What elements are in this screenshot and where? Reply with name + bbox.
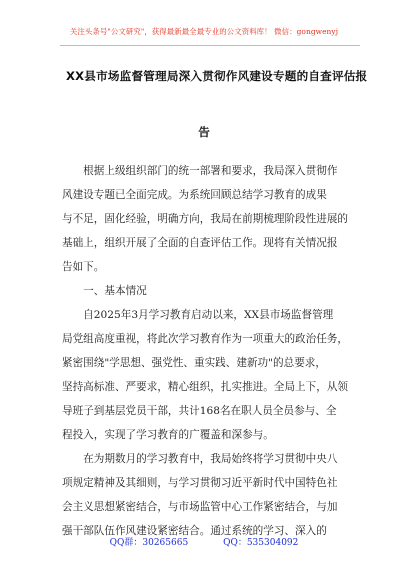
footer-contact	[0, 535, 408, 548]
header-banner: 关注头条号"公文研究"，获得最新最全最专业的公文资料库！ 微信：gongwenyj	[69, 27, 339, 36]
body-line: 项规定精神及其细则，与学习贯彻习近平新时代中国特色社	[62, 477, 338, 489]
body-line: 紧密围绕"学思想、强党性、重实践、建新功"的总要求，	[62, 357, 326, 369]
body-line: 会主义思想紧密结合，与市场监管中心工作紧密结合，与加	[62, 501, 338, 513]
footer-qq: QQ：535304092	[223, 538, 299, 548]
footer-qq-group: QQ群：30265665	[109, 538, 189, 548]
body-line: 自2025年3月学习教育启动以来，XX县市场监督管理	[62, 309, 334, 321]
body-line: 导班子到基层党员干部，共计168名在职人员全员参与、全	[62, 405, 337, 417]
body-line: 程投入，实现了学习教育的广覆盖和深参与。	[62, 429, 274, 441]
body-line: 与不足，固化经验，明确方向，我局在前期梳理阶段性进展的	[62, 213, 349, 225]
body-line: 强干部队伍作风建设紧密结合。通过系统的学习、深入的	[62, 525, 327, 537]
body-line: 局党组高度重视，将此次学习教育作为一项重大的政治任务，	[62, 333, 349, 345]
document-title-continuation: 告	[198, 125, 210, 139]
body-line: 风建设专题已全面完成。为系统回顾总结学习教育的成果	[62, 189, 327, 201]
body-line: 告如下。	[62, 261, 105, 273]
section-heading: 一、基本情况	[62, 285, 147, 297]
header-divider	[60, 45, 360, 46]
body-line: 坚持高标准、严要求，精心组织，扎实推进。全局上下，从领	[62, 381, 349, 393]
body-line: 根据上级组织部门的统一部署和要求，我局深入贯彻作	[62, 165, 338, 177]
document-title: XX县市场监督管理局深入贯彻作风建设专题的自查评估报	[66, 69, 368, 83]
body-line: 在为期数月的学习教育中，我局始终将学习贯彻中央八	[62, 453, 338, 465]
body-line: 基础上，组织开展了全面的自查评估工作。现将有关情况报	[62, 237, 338, 249]
